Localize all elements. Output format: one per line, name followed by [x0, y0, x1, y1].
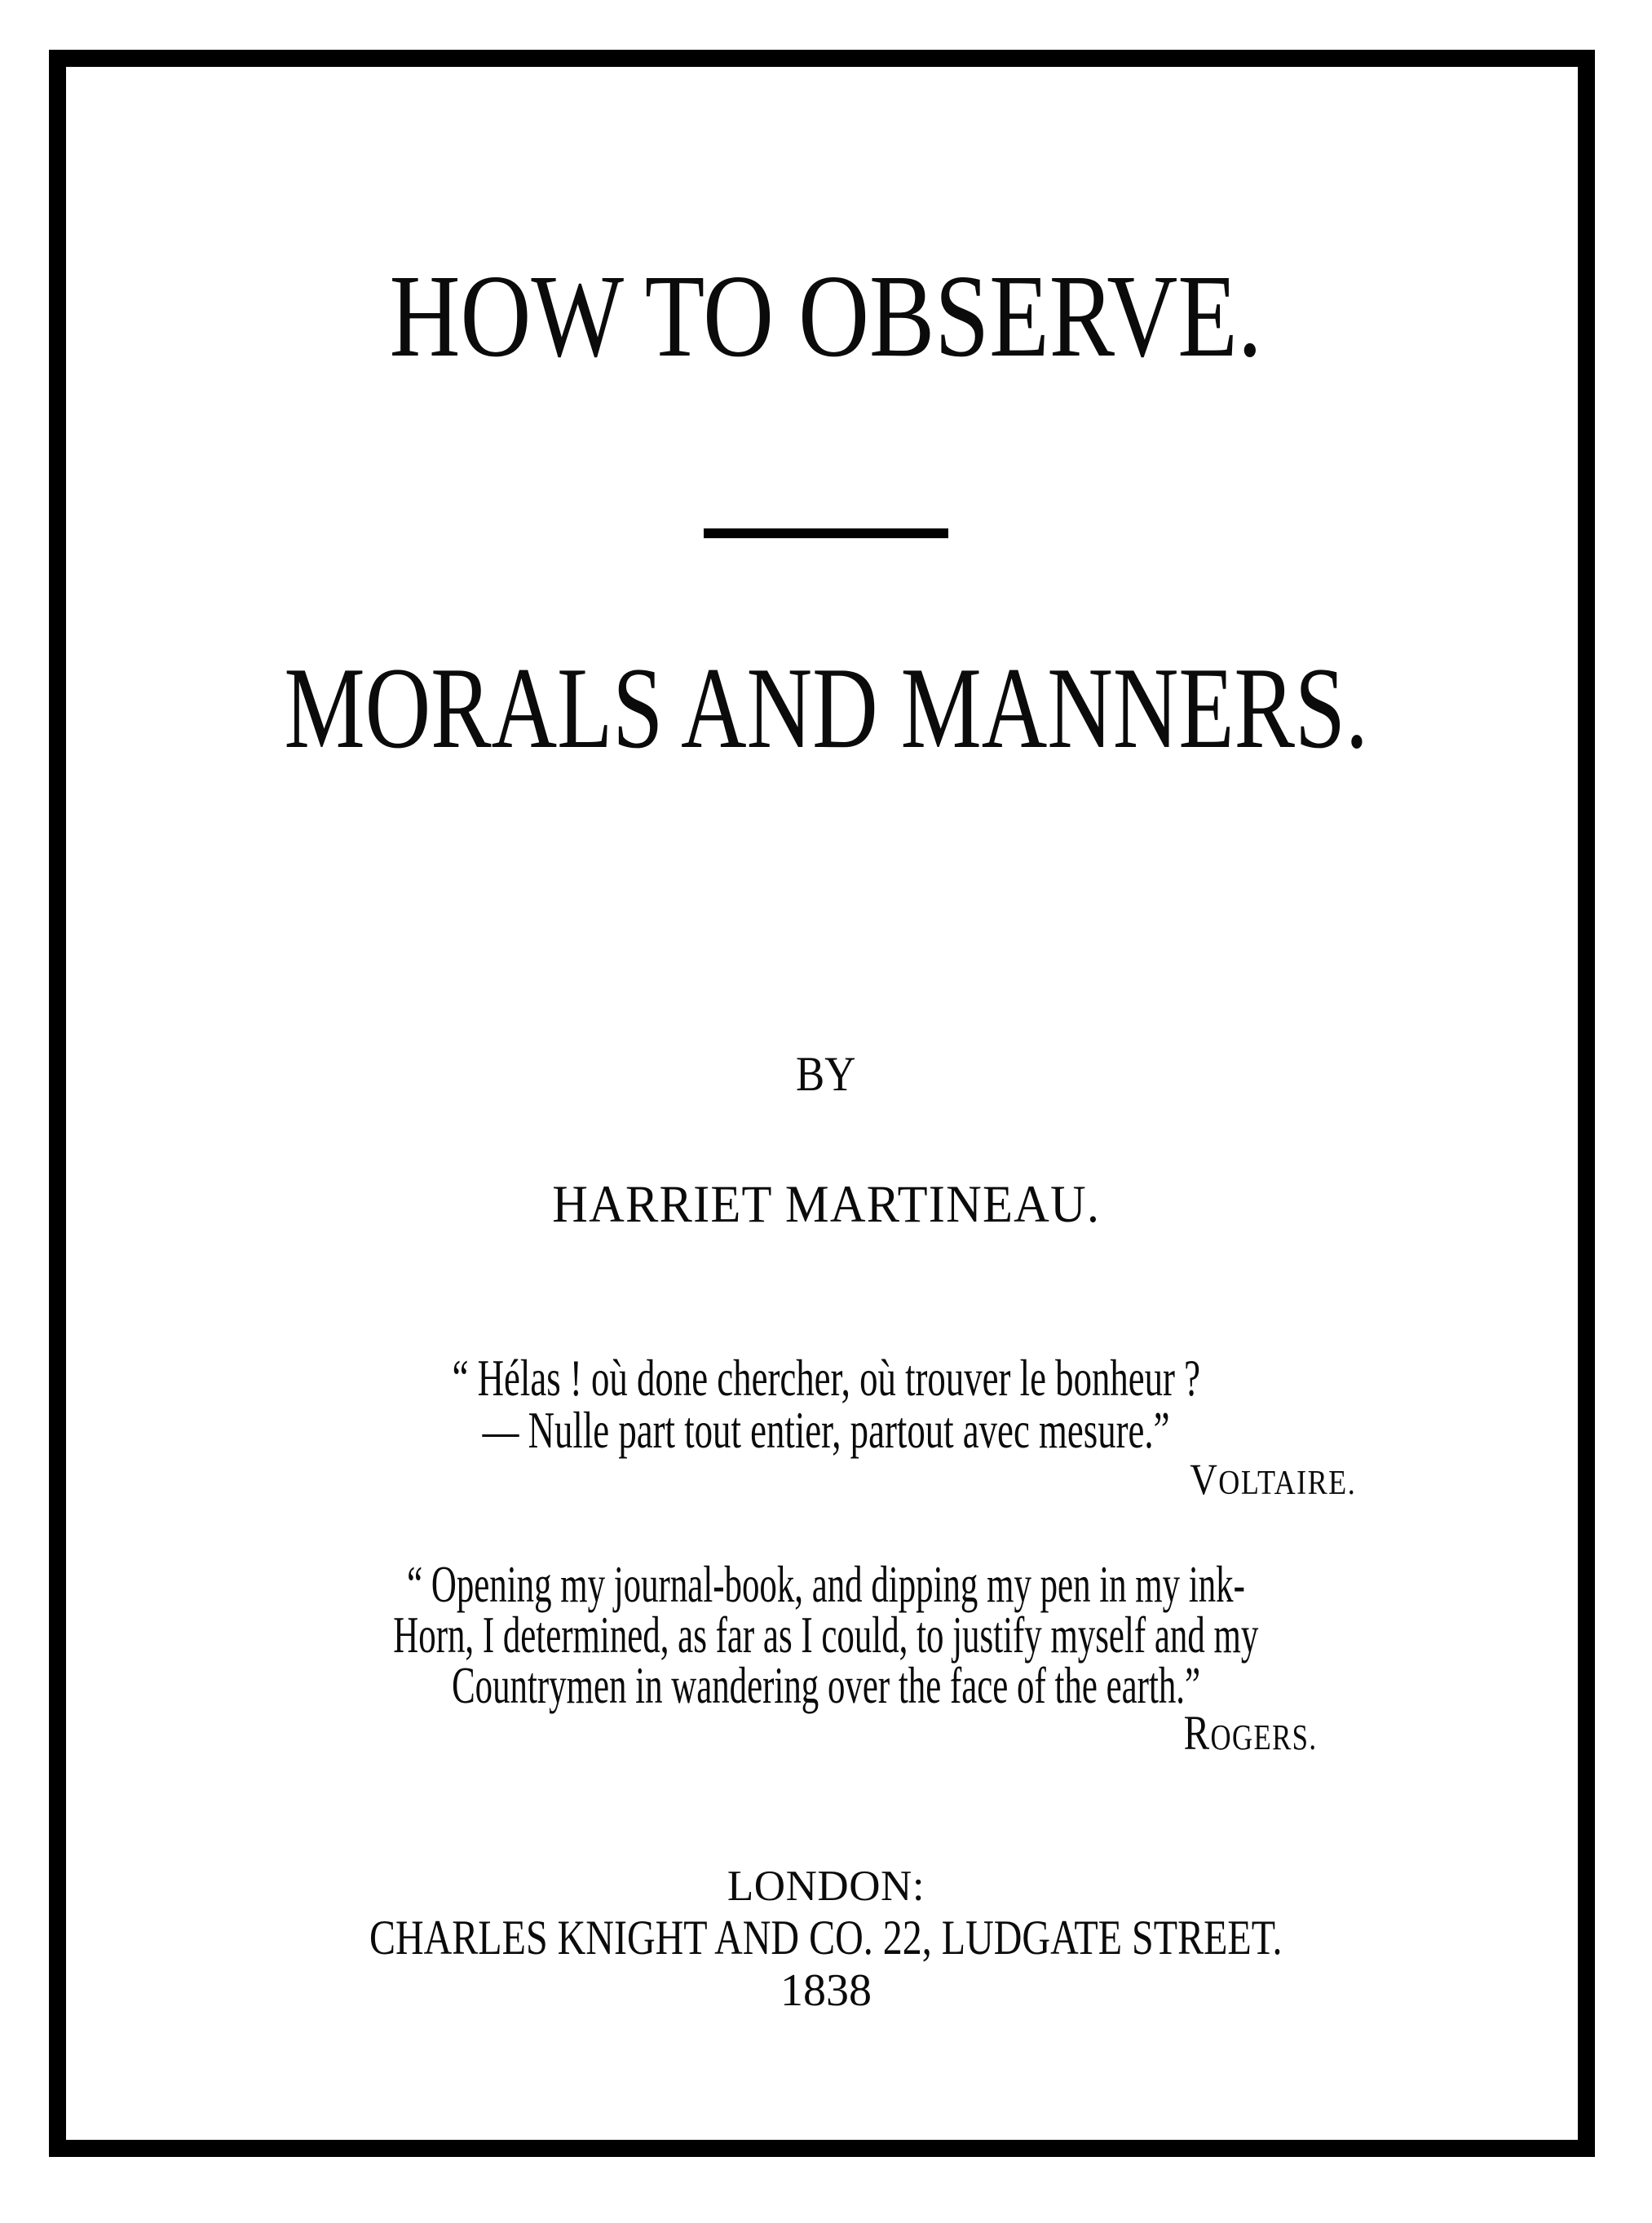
epigraph-french [0, 1349, 1652, 1459]
imprint-city [0, 1865, 1652, 1908]
epigraph-english-attribution-text: ROGERS. [1183, 1706, 1317, 1760]
imprint-year [0, 1965, 1652, 2016]
epigraph-english-line-2 [0, 1606, 1652, 1664]
epigraph-french-line-1 [0, 1349, 1652, 1407]
book-title [0, 251, 1652, 382]
imprint-publisher-text: CHARLES KNIGHT AND CO. 22, LUDGATE STREET. [369, 1911, 1283, 1964]
imprint-year-text: 1838 [780, 1965, 872, 2016]
epigraph-french-line-2-text: — Nulle part tout entier, partout avec mesure.” [482, 1401, 1170, 1459]
epigraph-english-line-1-text: “ Opening my journal-book, and dipping my pen in my ink- [407, 1555, 1245, 1613]
byline-prefix-text: BY [796, 1047, 856, 1101]
book-title-text: HOW TO OBSERVE. [389, 251, 1263, 382]
epigraph-english [0, 1555, 1652, 1714]
author-name-text: HARRIET MARTINEAU. [552, 1175, 1100, 1234]
imprint-publisher [0, 1913, 1652, 1962]
epigraph-english-line-3 [0, 1656, 1652, 1714]
byline-prefix [0, 1047, 1652, 1101]
epigraph-english-attribution [1148, 1706, 1317, 1760]
imprint-city-text: LONDON: [727, 1863, 925, 1910]
epigraph-french-attribution-text: VOLTAIRE. [1190, 1455, 1356, 1504]
epigraph-french-line-2 [0, 1401, 1652, 1459]
epigraph-english-line-1 [0, 1555, 1652, 1613]
book-subtitle-text: MORALS AND MANNERS. [284, 643, 1368, 772]
epigraph-french-line-1-text: “ Hélas ! où done chercher, où trouver le bonheur ? [452, 1349, 1200, 1407]
epigraph-english-line-2-text: Horn, I determined, as far as I could, to justify myself and my [393, 1606, 1259, 1664]
epigraph-french-attribution [1163, 1455, 1356, 1504]
epigraph-english-line-3-text: Countrymen in wandering over the face of the earth.” [452, 1656, 1200, 1714]
title-divider-rule [704, 528, 948, 538]
book-subtitle [0, 643, 1652, 772]
author-name [0, 1175, 1652, 1234]
